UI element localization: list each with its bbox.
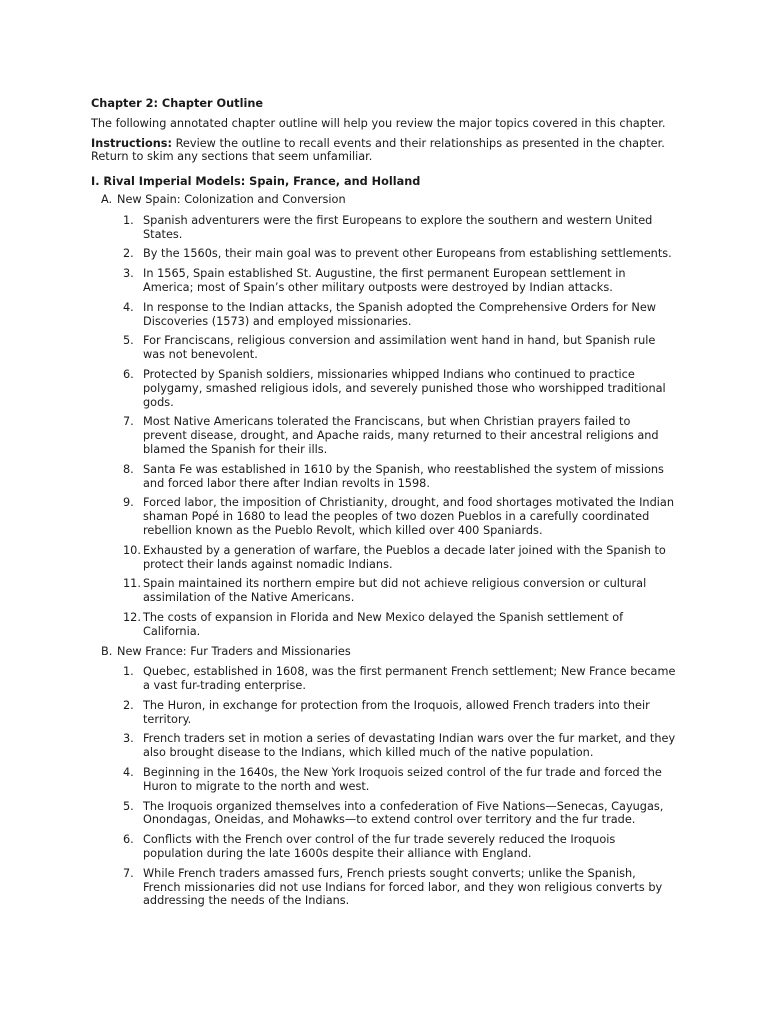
item-number: 4.	[123, 300, 134, 314]
section-b-list	[91, 665, 676, 908]
instructions-paragraph	[91, 137, 676, 165]
item-text: Forced labor, the imposition of Christianity, drought, and food shortages motivated the Indian shaman Popé in 1680 to lead the peoples of two dozen Pueblos in a carefully coordinated rebellion known as the Pueblo Revolt, which killed over 400 Spaniards.	[143, 496, 674, 537]
item-number: 5.	[123, 799, 134, 813]
list-item	[91, 699, 676, 727]
item-number: 3.	[123, 732, 134, 746]
item-number: 2.	[123, 247, 134, 261]
item-number: 3.	[123, 267, 134, 281]
item-text: Spain maintained its northern empire but did not achieve religious conversion or cultural assimilation of the Native Americans.	[143, 577, 647, 605]
item-text: In 1565, Spain established St. Augustine, the first permanent European settlement in America; most of Spain’s other military outposts were destroyed by Indian attacks.	[143, 267, 626, 294]
item-text: In response to the Indian attacks, the Spanish adopted the Comprehensive Orders for New Discoveries (1573) and employed missionaries.	[143, 300, 657, 328]
list-item	[91, 732, 676, 760]
item-text: Quebec, established in 1608, was the first permanent French settlement; New France became a vast fur-trading enterprise.	[143, 665, 676, 693]
section-a-marker: A.	[101, 192, 113, 206]
list-item	[91, 301, 676, 329]
item-number: 7.	[123, 866, 134, 880]
section-a-heading	[101, 193, 676, 207]
item-text: For Franciscans, religious conversion and assimilation went hand in hand, but Spanish rule was not benevolent.	[143, 334, 656, 362]
item-text: Protected by Spanish soldiers, missionaries whipped Indians who continued to practice polygamy, smashed religious idols, and severely punished those who worshipped traditional gods.	[143, 367, 666, 409]
item-number: 6.	[123, 367, 134, 381]
list-item	[91, 665, 676, 693]
list-item	[91, 247, 676, 261]
item-number: 9.	[123, 496, 134, 510]
item-number: 8.	[123, 462, 134, 476]
item-text: While French traders amassed furs, French priests sought converts; unlike the Spanish, French missionaries did not use Indians for forced labor, and they won religious converts by addressing the needs of the Indians.	[143, 866, 663, 908]
item-number: 12.	[123, 610, 141, 624]
item-text: The Iroquois organized themselves into a confederation of Five Nations—Senecas, Cayugas, Onondagas, Oneidas, and Mohawks—to extend control over territory and the fur trade.	[143, 799, 664, 827]
item-text: Beginning in the 1640s, the New York Iroquois seized control of the fur trade and forced the Huron to migrate to the north and west.	[143, 766, 662, 793]
list-item	[91, 496, 676, 537]
item-number: 2.	[123, 698, 134, 712]
item-text: Spanish adventurers were the first Europeans to explore the southern and western United States.	[143, 213, 653, 241]
list-item	[91, 267, 676, 295]
item-text: By the 1560s, their main goal was to prevent other Europeans from establishing settlements.	[143, 247, 672, 261]
list-item	[91, 214, 676, 242]
item-number: 6.	[123, 833, 134, 847]
list-item	[91, 766, 676, 794]
item-text: The Huron, in exchange for protection from the Iroquois, allowed French traders into their territory.	[143, 698, 650, 726]
list-item	[91, 334, 676, 362]
item-text: Exhausted by a generation of warfare, the Pueblos a decade later joined with the Spanish to protect their lands against nomadic Indians.	[143, 543, 666, 571]
list-item	[91, 611, 676, 639]
item-number: 5.	[123, 334, 134, 348]
list-item	[91, 577, 676, 605]
item-text: The costs of expansion in Florida and New Mexico delayed the Spanish settlement of California.	[143, 610, 624, 638]
instructions-label: Instructions:	[91, 136, 172, 150]
item-number: 7.	[123, 415, 134, 429]
intro-paragraph: The following annotated chapter outline will help you review the major topics covered in this chapter.	[91, 116, 666, 130]
section-b-heading	[101, 645, 676, 659]
item-text: Most Native Americans tolerated the Franciscans, but when Christian prayers failed to prevent disease, drought, and Apache raids, many returned to their ancestral religions and blamed the Spanish for their ills.	[143, 415, 659, 456]
section-a-title: New Spain: Colonization and Conversion	[117, 192, 346, 206]
document-page	[91, 97, 676, 914]
list-item	[91, 544, 676, 572]
item-text: Santa Fe was established in 1610 by the Spanish, who reestablished the system of missions and forced labor there after Indian revolts in 1598.	[143, 462, 664, 490]
item-number: 4.	[123, 766, 134, 780]
instructions-text: Review the outline to recall events and their relationships as presented in the chapter. Return to skim any sections that seem unfamiliar.	[91, 136, 665, 164]
item-number: 10.	[123, 543, 141, 557]
list-item	[91, 833, 676, 861]
section-b-title: New France: Fur Traders and Missionaries	[117, 644, 351, 658]
item-number: 1.	[123, 213, 134, 227]
item-number: 1.	[123, 665, 134, 679]
list-item	[91, 368, 676, 409]
item-text: French traders set in motion a series of devastating Indian wars over the fur market, and they also brought disease to the Indians, which killed much of the native population.	[143, 732, 676, 760]
list-item	[91, 800, 676, 828]
item-number: 11.	[123, 577, 141, 591]
item-text: Conflicts with the French over control of the fur trade severely reduced the Iroquois population during the late 1600s despite their alliance with England.	[143, 833, 616, 861]
chapter-title: Chapter 2: Chapter Outline	[91, 97, 264, 110]
section-b-marker: B.	[101, 644, 113, 658]
list-item	[91, 463, 676, 491]
list-item	[91, 415, 676, 456]
section-a-list	[91, 214, 676, 639]
part-heading: I. Rival Imperial Models: Spain, France, and Holland	[91, 175, 421, 189]
list-item	[91, 867, 676, 908]
